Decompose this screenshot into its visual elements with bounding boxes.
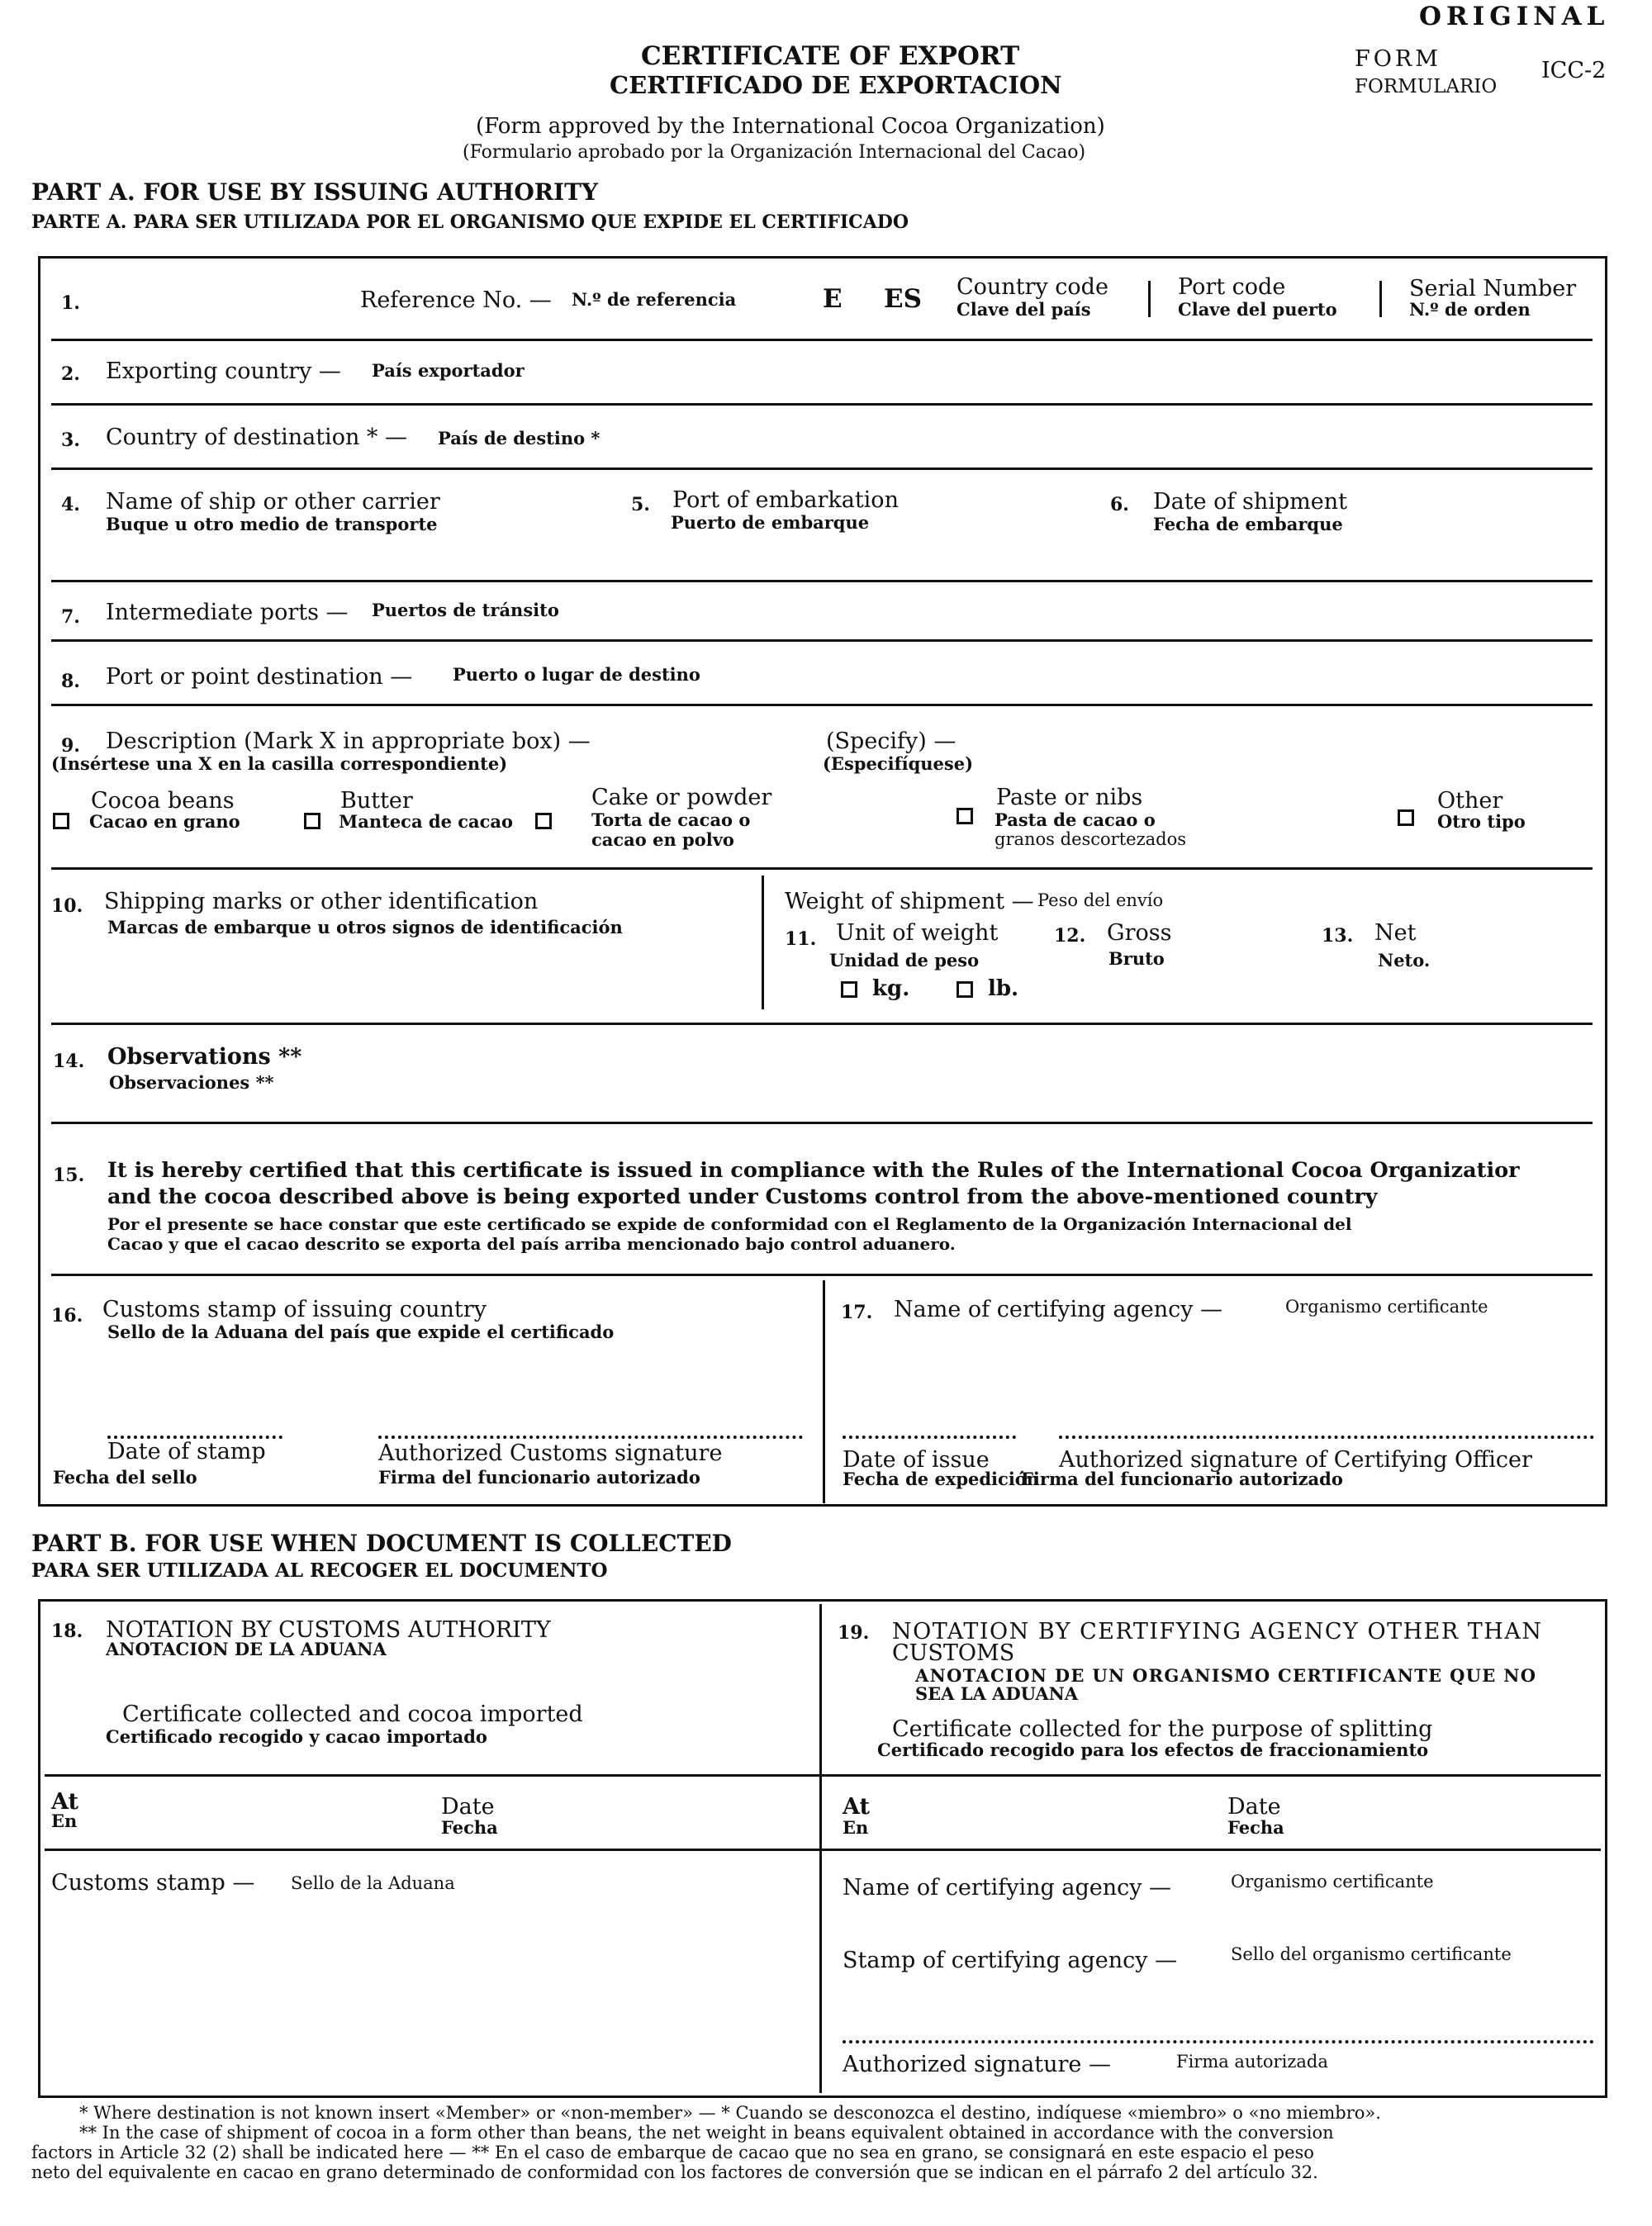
unit-weight-label: Unit of weight [836, 920, 999, 946]
certificate-collected-splitting-es: Certificado recogido para los efectos de fraccionamiento [877, 1740, 1429, 1760]
date-stamp-label: Date of stamp [107, 1439, 266, 1464]
certification-text-en-1: It is hereby certified that this certificate is issued in compliance with the Rules of the International Cocoa Organizatior [107, 1158, 1520, 1183]
row-divider [45, 1849, 1601, 1851]
cake-powder-label: Cake or powder [591, 785, 772, 810]
agency-notation-label-2: CUSTOMS [892, 1640, 1015, 1666]
certifying-agency-label-es: Organismo certificante [1285, 1297, 1488, 1317]
country-code-label: Country code [957, 274, 1108, 300]
field-4-number: 4. [61, 494, 80, 515]
row-divider [51, 468, 1593, 470]
part-a-title: PART A. FOR USE BY ISSUING AUTHORITY [31, 178, 598, 206]
certification-text-es-2: Cacao y que el cacao descrito se exporta del país arriba mencionado bajo control aduanero. [107, 1234, 956, 1254]
field-1-number: 1. [61, 292, 80, 314]
form-code: ICC-2 [1541, 58, 1607, 83]
row-divider [51, 1122, 1593, 1124]
gross-label: Gross [1107, 920, 1172, 946]
paste-nibs-label: Paste or nibs [996, 785, 1143, 810]
certifying-agency-label: Name of certifying agency — [894, 1297, 1223, 1322]
intermediate-ports-label: Intermediate ports — [106, 600, 349, 625]
field-2-number: 2. [61, 363, 80, 385]
row-divider [51, 639, 1593, 642]
port-embarkation-label-es: Puerto de embarque [671, 512, 870, 533]
row-divider [51, 704, 1593, 706]
certifying-signature-label-es: Firma del funcionario autorizado [1021, 1469, 1343, 1489]
customs-stamp-label-es: Sello de la Aduana del país que expide el certificado [107, 1322, 615, 1342]
other-label: Other [1437, 788, 1503, 814]
field-13-number: 13. [1322, 925, 1354, 947]
date-issue-line[interactable] [843, 1436, 1016, 1439]
agency-notation-label: NOTATION BY CERTIFYING AGENCY OTHER THAN [892, 1619, 1543, 1645]
footnote-1: * Where destination is not known insert «Member» or «non-member» — * Cuando se desconozca el destino, indíquese «miembro» o «no miembro». [79, 2103, 1381, 2123]
cocoa-beans-checkbox[interactable] [53, 813, 69, 829]
customs-notation-label-es: ANOTACION DE LA ADUANA [106, 1639, 387, 1659]
field-5-number: 5. [631, 494, 650, 515]
customs-stamp-label: Customs stamp of issuing country [102, 1297, 487, 1322]
form-label-es: FORMULARIO [1355, 76, 1498, 97]
net-label: Net [1374, 920, 1417, 946]
specify-label: (Specify) — [826, 729, 957, 754]
paste-nibs-label-es-2: granos descortezados [995, 829, 1187, 849]
other-checkbox[interactable] [1398, 809, 1414, 826]
weight-shipment-label: Weight of shipment — [785, 889, 1034, 914]
row-divider [51, 1274, 1593, 1276]
row-divider [51, 1023, 1593, 1025]
row-divider [51, 339, 1593, 341]
agency-notation-label-es: ANOTACION DE UN ORGANISMO CERTIFICANTE QUE NO [915, 1665, 1537, 1686]
reference-label: Reference No. — [360, 287, 552, 313]
field-7-number: 7. [61, 606, 80, 628]
cake-powder-label-es-2: cacao en polvo [591, 829, 734, 850]
row-divider [45, 1774, 1601, 1777]
exporting-country-label: Exporting country — [106, 358, 341, 384]
gross-label-es: Bruto [1108, 948, 1165, 969]
port-embarkation-label: Port of embarkation [672, 487, 899, 513]
shipping-marks-label-es: Marcas de embarque u otros signos de identificación [107, 917, 623, 937]
certifying-signature-line[interactable] [1059, 1436, 1594, 1439]
paste-nibs-checkbox[interactable] [957, 808, 973, 824]
date-issue-label: Date of issue [843, 1447, 990, 1473]
field-14-number: 14. [53, 1051, 85, 1072]
at-label-right-es: En [843, 1817, 869, 1838]
customs-signature-label: Authorized Customs signature [378, 1440, 723, 1466]
field-18-number: 18. [51, 1621, 83, 1642]
agency-stamp-label: Stamp of certifying agency — [843, 1948, 1178, 1973]
port-destination-label: Port or point destination — [106, 664, 413, 690]
field-11-number: 11. [785, 928, 817, 950]
port-code-label: Port code [1178, 274, 1286, 300]
cocoa-beans-label-es: Cacao en grano [89, 811, 240, 832]
other-label-es: Otro tipo [1437, 811, 1526, 832]
footnote-3: factors in Article 32 (2) shall be indicated here — ** En el caso de embarque de cacao que no sea en grano, se consignará en este espacio el peso [31, 2143, 1314, 2162]
column-divider [762, 876, 764, 1009]
authorized-signature-line[interactable] [843, 2040, 1594, 2043]
separator [1148, 281, 1151, 317]
field-16-number: 16. [51, 1305, 83, 1327]
destination-country-label: Country of destination * — [106, 425, 408, 450]
ship-name-label-es: Buque u otro medio de transporte [106, 514, 438, 534]
cocoa-beans-label: Cocoa beans [91, 788, 235, 814]
original-label: ORIGINAL [1419, 2, 1610, 31]
field-3-number: 3. [61, 430, 80, 451]
butter-checkbox[interactable] [304, 813, 320, 829]
unit-weight-label-es: Unidad de peso [829, 950, 980, 971]
cake-powder-checkbox[interactable] [535, 813, 552, 829]
at-label-left-es: En [51, 1811, 78, 1831]
date-label-left-es: Fecha [441, 1817, 498, 1838]
destination-country-label-es: País de destino * [438, 428, 601, 449]
at-label-left: At [51, 1789, 78, 1815]
form-label: FORM [1355, 46, 1441, 72]
field-19-number: 19. [838, 1622, 870, 1644]
agency-name-label: Name of certifying agency — [843, 1875, 1172, 1901]
column-divider [823, 1280, 825, 1503]
lb-checkbox[interactable] [957, 981, 973, 998]
reference-e: E [823, 284, 843, 314]
date-label-left: Date [441, 1794, 495, 1820]
agency-name-label-es: Organismo certificante [1231, 1872, 1434, 1891]
cake-powder-label-es: Torta de cacao o [591, 809, 751, 830]
description-label-es: (Insértese una X en la casilla correspondiente) [51, 753, 508, 774]
country-code-label-es: Clave del país [957, 299, 1091, 320]
certificate-collected-splitting: Certificate collected for the purpose of splitting [892, 1716, 1433, 1742]
row-divider [51, 403, 1593, 406]
customs-stamp-b-label: Customs stamp — [51, 1870, 255, 1896]
observations-label: Observations ** [107, 1044, 302, 1070]
title-en: CERTIFICATE OF EXPORT [641, 41, 1020, 71]
separator [1379, 281, 1382, 317]
paste-nibs-label-es: Pasta de cacao o [995, 809, 1156, 830]
field-8-number: 8. [61, 671, 80, 692]
certificate-collected-customs: Certificate collected and cocoa imported [122, 1702, 583, 1727]
approved-es: (Formulario aprobado por la Organización Internacional del Cacao) [463, 142, 1086, 163]
agency-stamp-label-es: Sello del organismo certificante [1231, 1944, 1512, 1964]
reference-es-code: ES [884, 284, 923, 314]
field-12-number: 12. [1054, 925, 1086, 947]
ship-name-label: Name of ship or other carrier [106, 489, 440, 515]
title-es: CERTIFICADO DE EXPORTACION [610, 71, 1062, 99]
butter-label: Butter [340, 788, 413, 814]
row-divider [51, 867, 1593, 870]
certification-text-es-1: Por el presente se hace constar que este certificado se expide de conformidad con el Reglamento de la Organización Internacional del [107, 1214, 1352, 1234]
part-b-title: PART B. FOR USE WHEN DOCUMENT IS COLLECTED [31, 1530, 732, 1557]
net-label-es: Neto. [1378, 950, 1431, 971]
authorized-signature-label-es: Firma autorizada [1176, 2052, 1328, 2072]
customs-signature-line[interactable] [378, 1436, 803, 1439]
part-a-title-es: PARTE A. PARA SER UTILIZADA POR EL ORGANISMO QUE EXPIDE EL CERTIFICADO [31, 211, 909, 233]
serial-number-label-es: N.º de orden [1409, 299, 1531, 320]
port-destination-label-es: Puerto o lugar de destino [453, 664, 700, 685]
at-label-right: At [843, 1794, 870, 1820]
approved-en: (Form approved by the International Cocoa Organization) [476, 114, 1105, 139]
kg-label: kg. [872, 976, 910, 1001]
shipment-date-label-es: Fecha de embarque [1153, 514, 1343, 534]
date-issue-label-es: Fecha de expedición [843, 1469, 1040, 1489]
footnote-2: ** In the case of shipment of cocoa in a form other than beans, the net weight in beans equivalent obtained in accordance with the conversion [79, 2123, 1334, 2143]
field-6-number: 6. [1110, 494, 1129, 515]
observations-label-es: Observaciones ** [109, 1072, 274, 1093]
agency-notation-label-es-2: SEA LA ADUANA [915, 1683, 1079, 1704]
kg-checkbox[interactable] [841, 981, 857, 998]
row-divider [51, 580, 1593, 582]
customs-signature-label-es: Firma del funcionario autorizado [378, 1467, 700, 1488]
description-label: Description (Mark X in appropriate box) — [106, 729, 591, 754]
reference-label-es: N.º de referencia [572, 289, 737, 310]
exporting-country-label-es: País exportador [372, 360, 525, 381]
footnote-4: neto del equivalente en cacao en grano determinado de conformidad con los factores de conversión que se indican en el párrafo 2 del artículo 32. [31, 2162, 1318, 2182]
intermediate-ports-label-es: Puertos de tránsito [372, 600, 559, 620]
certifying-signature-label: Authorized signature of Certifying Officer [1059, 1447, 1532, 1473]
certification-text-en-2: and the cocoa described above is being exported under Customs control from the above-mentioned country [107, 1184, 1378, 1209]
weight-shipment-label-es: Peso del envío [1037, 890, 1164, 910]
butter-label-es: Manteca de cacao [339, 811, 514, 832]
specify-label-es: (Especifíquese) [823, 753, 974, 774]
certificate-collected-customs-es: Certificado recogido y cacao importado [106, 1726, 487, 1747]
port-code-label-es: Clave del puerto [1178, 299, 1337, 320]
date-label-right: Date [1227, 1794, 1281, 1820]
field-9-number: 9. [61, 735, 80, 757]
part-b-title-es: PARA SER UTILIZADA AL RECOGER EL DOCUMENTO [31, 1559, 608, 1582]
customs-stamp-b-label-es: Sello de la Aduana [291, 1873, 455, 1893]
shipment-date-label: Date of shipment [1153, 489, 1347, 515]
customs-notation-label: NOTATION BY CUSTOMS AUTHORITY [106, 1617, 551, 1643]
date-stamp-label-es: Fecha del sello [53, 1467, 197, 1488]
lb-label: lb. [988, 976, 1019, 1001]
date-label-right-es: Fecha [1227, 1817, 1284, 1838]
shipping-marks-label: Shipping marks or other identification [104, 889, 539, 914]
authorized-signature-label: Authorized signature — [843, 2052, 1111, 2077]
field-10-number: 10. [51, 895, 83, 917]
field-15-number: 15. [53, 1165, 85, 1186]
field-17-number: 17. [841, 1302, 873, 1323]
serial-number-label: Serial Number [1409, 276, 1577, 301]
